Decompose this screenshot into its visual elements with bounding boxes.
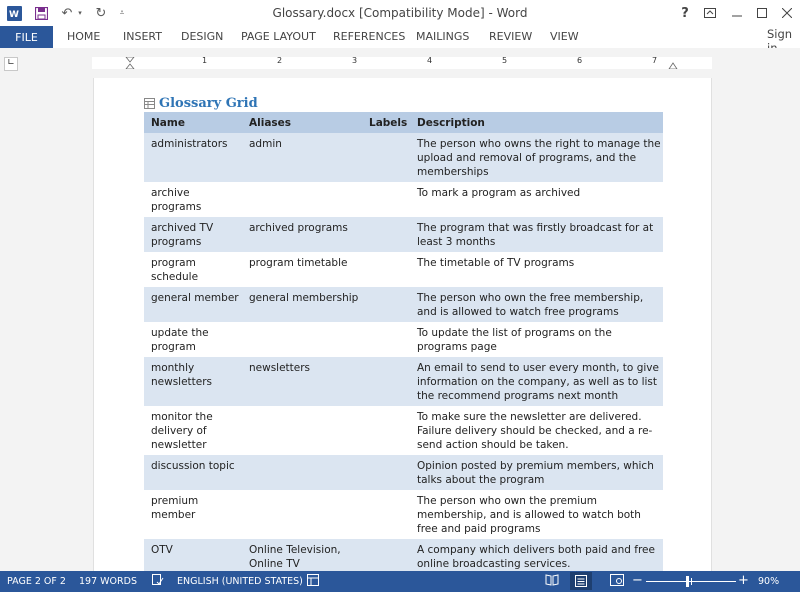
- cell-aliases[interactable]: [242, 490, 362, 539]
- ribbon-display-icon[interactable]: [699, 3, 721, 23]
- help-icon[interactable]: ?: [681, 5, 689, 21]
- zoom-out-button[interactable]: −: [632, 573, 643, 588]
- table-row: [144, 322, 663, 357]
- print-layout-icon[interactable]: [570, 572, 592, 590]
- ruler-number: 7: [652, 56, 658, 65]
- tab-view[interactable]: VIEW: [550, 30, 579, 43]
- zoom-in-button[interactable]: +: [738, 573, 749, 588]
- cell-aliases[interactable]: [242, 322, 362, 357]
- table-row: [144, 252, 663, 287]
- title-bar: [0, 0, 800, 26]
- word-count[interactable]: 197 WORDS: [79, 576, 137, 587]
- glossary-heading: [144, 94, 258, 113]
- tab-references[interactable]: REFERENCES: [333, 30, 406, 43]
- cell-labels[interactable]: [362, 455, 410, 490]
- ruler-number: 5: [502, 56, 508, 65]
- table-row: [144, 182, 663, 217]
- cell-name[interactable]: general member: [144, 287, 242, 322]
- cell-description[interactable]: To update the list of programs on the programs page: [417, 327, 612, 353]
- read-mode-icon[interactable]: [545, 574, 559, 589]
- svg-text:W: W: [8, 9, 19, 20]
- language-indicator[interactable]: ENGLISH (UNITED STATES): [177, 576, 303, 587]
- cell-labels[interactable]: [362, 182, 410, 217]
- redo-icon[interactable]: ↻: [95, 5, 107, 21]
- cell-description[interactable]: The person who own the premium membership, and is allowed to watch both free and paid programs: [417, 495, 641, 535]
- cell-description[interactable]: To mark a program as archived: [417, 187, 581, 199]
- cell-name[interactable]: archive programs: [151, 187, 202, 213]
- cell-name[interactable]: update the program: [151, 327, 209, 353]
- cell-name[interactable]: OTV: [144, 539, 242, 571]
- column-header-description[interactable]: Description: [410, 112, 663, 133]
- cell-description[interactable]: The person who own the free membership, and is allowed to watch free programs: [410, 287, 663, 322]
- cell-labels[interactable]: [362, 490, 410, 539]
- document-canvas[interactable]: [0, 78, 800, 571]
- undo-dropdown-icon[interactable]: ▾: [78, 9, 82, 17]
- zoom-slider[interactable]: [646, 581, 736, 582]
- cell-labels[interactable]: [362, 357, 410, 406]
- cell-name[interactable]: program schedule: [151, 257, 199, 283]
- column-header-aliases[interactable]: Aliases: [242, 112, 362, 133]
- cell-aliases[interactable]: [242, 406, 362, 455]
- cell-labels[interactable]: [362, 133, 410, 182]
- macro-icon[interactable]: [307, 574, 319, 589]
- ruler-number: 3: [352, 56, 358, 65]
- maximize-icon[interactable]: [751, 3, 773, 23]
- customize-qat-icon[interactable]: ⩡: [119, 8, 125, 17]
- undo-icon[interactable]: ↶: [61, 5, 73, 21]
- cell-labels[interactable]: [362, 539, 410, 571]
- cell-labels[interactable]: [362, 322, 410, 357]
- table-row: [144, 217, 663, 252]
- zoom-slider-thumb[interactable]: [686, 576, 689, 587]
- ruler-number: 2: [277, 56, 283, 65]
- zoom-level[interactable]: 90%: [758, 576, 780, 587]
- document-page[interactable]: [93, 78, 712, 571]
- tab-design[interactable]: DESIGN: [181, 30, 224, 43]
- column-header-labels[interactable]: Labels: [362, 112, 410, 133]
- tab-home[interactable]: HOME: [67, 30, 101, 43]
- cell-labels[interactable]: [362, 252, 410, 287]
- zoom-slider-center-tick: [691, 578, 692, 585]
- cell-description[interactable]: To make sure the newsletter are delivered. Failure delivery should be checked, and a re-send action should be taken.: [417, 411, 653, 451]
- cell-name[interactable]: discussion topic: [144, 455, 242, 490]
- column-header-name[interactable]: Name: [144, 112, 242, 133]
- table-header-row: [144, 112, 663, 133]
- close-icon[interactable]: [776, 3, 798, 23]
- cell-labels[interactable]: [362, 217, 410, 252]
- sign-in-link[interactable]: Sign: [767, 27, 793, 41]
- ruler-strip: [0, 48, 800, 78]
- ruler-number: 4: [427, 56, 433, 65]
- minimize-icon[interactable]: [726, 3, 748, 23]
- ruler-number: 1: [202, 56, 208, 65]
- window-title: Glossary.docx [Compatibility Mode] - Word: [272, 6, 528, 20]
- table-row: [144, 357, 663, 406]
- cell-name[interactable]: premium member: [151, 495, 199, 521]
- tab-file[interactable]: FILE: [0, 26, 53, 48]
- table-row: [144, 455, 663, 490]
- tab-insert[interactable]: INSERT: [123, 30, 162, 43]
- table-row: [144, 539, 663, 571]
- ruler-number: 6: [577, 56, 583, 65]
- cell-aliases[interactable]: program timetable: [249, 257, 348, 269]
- table-row: [144, 490, 663, 539]
- cell-name[interactable]: archived TV programs: [144, 217, 242, 252]
- cell-description[interactable]: The program that was firstly broadcast for at least 3 months: [410, 217, 663, 252]
- cell-description[interactable]: An email to send to user every month, to give information on the company, as well as to list the recommend programs next month: [410, 357, 663, 406]
- cell-labels[interactable]: [362, 406, 410, 455]
- cell-description[interactable]: Opinion posted by premium members, which talks about the program: [410, 455, 663, 490]
- cell-description[interactable]: The person who owns the right to manage the upload and removal of programs, and the memberships: [410, 133, 663, 182]
- table-row: [144, 406, 663, 455]
- table-row: [144, 133, 663, 182]
- cell-description[interactable]: The timetable of TV programs: [417, 257, 575, 269]
- heading-text: Glossary Grid: [159, 96, 258, 111]
- ribbon-tabs: [0, 26, 800, 48]
- cell-aliases[interactable]: newsletters: [242, 357, 362, 406]
- status-bar: [0, 571, 800, 592]
- cell-aliases[interactable]: archived programs: [242, 217, 362, 252]
- table-row: [144, 287, 663, 322]
- cell-name[interactable]: administrators: [144, 133, 242, 182]
- cell-name[interactable]: monitor the delivery of newsletter: [151, 411, 213, 451]
- tab-review[interactable]: REVIEW: [489, 30, 533, 43]
- horizontal-ruler[interactable]: [92, 57, 712, 69]
- cell-aliases[interactable]: [242, 182, 362, 217]
- cell-labels[interactable]: [362, 287, 410, 322]
- cell-description[interactable]: A company which delivers both paid and free online broadcasting services.: [410, 539, 663, 571]
- tab-mailings[interactable]: MAILINGS: [416, 30, 470, 43]
- tab-page-layout[interactable]: PAGE LAYOUT: [241, 30, 316, 43]
- web-layout-icon[interactable]: [610, 574, 624, 589]
- cell-name[interactable]: monthly newsletters: [144, 357, 242, 406]
- cell-aliases[interactable]: admin: [242, 133, 362, 182]
- cell-aliases[interactable]: general membership: [242, 287, 362, 322]
- cell-aliases[interactable]: Online Television, Online TV: [242, 539, 362, 571]
- glossary-table: [144, 112, 663, 571]
- cell-aliases[interactable]: [242, 455, 362, 490]
- page-count[interactable]: PAGE 2 OF 2: [7, 576, 66, 587]
- tab-selector-icon[interactable]: ∟: [4, 57, 18, 71]
- table-icon: [144, 94, 155, 113]
- proofing-icon[interactable]: [152, 574, 164, 589]
